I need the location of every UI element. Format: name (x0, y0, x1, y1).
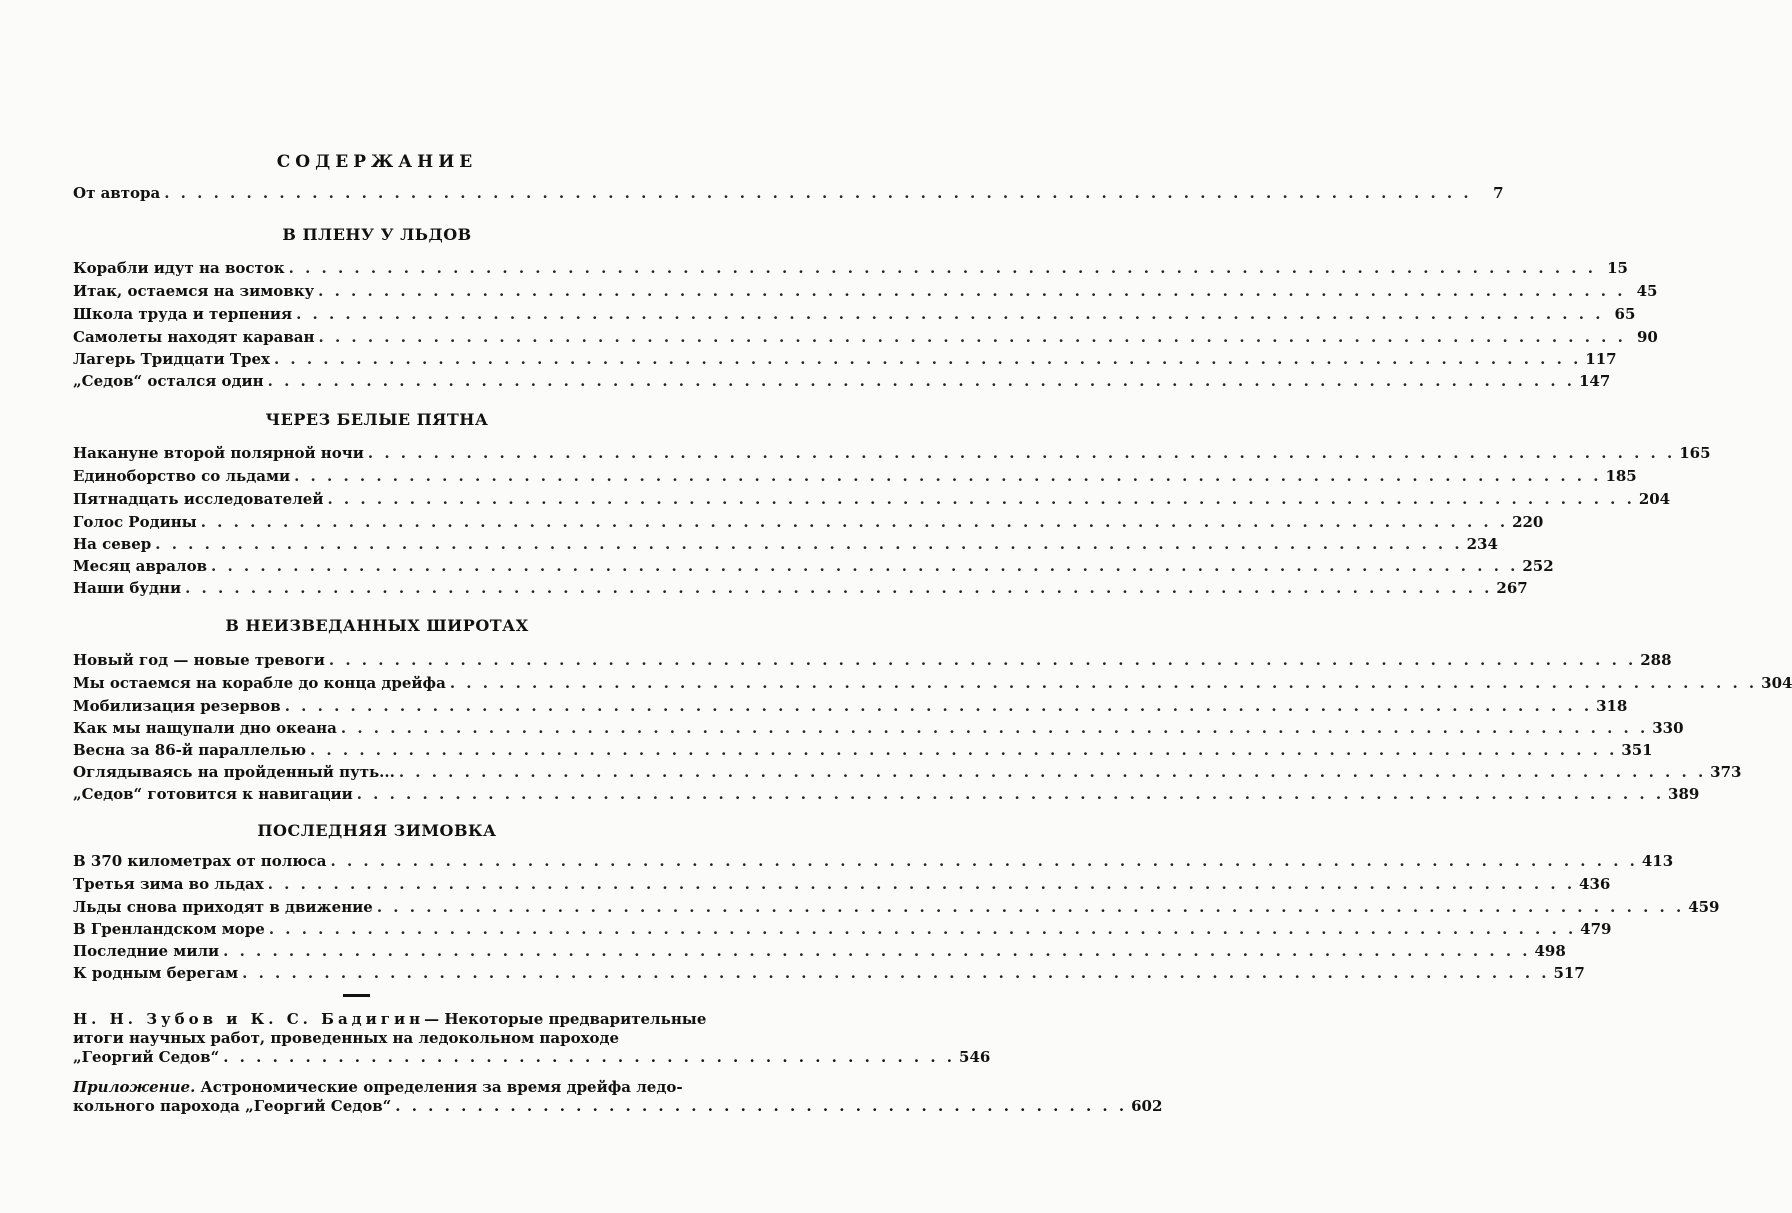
entry-title: Наши будни (73, 579, 182, 597)
section-divider (343, 994, 370, 997)
entry-page: 498 (1534, 942, 1566, 960)
entry-title: Месяц авралов (73, 557, 208, 575)
toc-entry[interactable] (73, 674, 1792, 696)
toc-entry[interactable] (73, 920, 1612, 942)
article-line-1 (73, 1010, 707, 1029)
leader-dots (268, 372, 1575, 390)
entry-page: 330 (1652, 719, 1684, 737)
appendix-line-1 (73, 1078, 683, 1097)
appendix-title-end: кольного парохода „Георгий Седов“ (73, 1097, 392, 1115)
entry-page: 7 (1493, 184, 1504, 202)
toc-entry-intro[interactable] (73, 184, 1504, 206)
appendix-label: Приложение. (73, 1078, 196, 1096)
entry-title: К родным берегам (73, 964, 239, 982)
leader-dots (296, 305, 1603, 323)
toc-entry[interactable] (73, 719, 1684, 741)
article-authors: Н. Н. Зубов и К. С. Бадигин (73, 1010, 425, 1028)
toc-entry[interactable] (73, 282, 1658, 304)
article-line-2: итоги научных работ, проведенных на ледокольном пароходе (73, 1029, 620, 1047)
entry-page: 389 (1668, 785, 1700, 803)
entry-title: Школа труда и терпения (73, 305, 293, 323)
entry-title: Льды снова приходят в движение (73, 898, 373, 916)
appendix-title-start: Астрономические определения за время дрейфа ледо- (200, 1078, 683, 1096)
leader-dots (285, 697, 1592, 715)
leader-dots (268, 875, 1575, 893)
entry-title: Новый год — новые тревоги (73, 651, 325, 669)
entry-page: 185 (1605, 467, 1637, 485)
leader-dots (331, 852, 1638, 870)
section-heading: В НЕИЗВЕДАННЫХ ШИРОТАХ (225, 616, 529, 635)
entry-title: Пятнадцать исследователей (73, 490, 324, 508)
leader-dots: . . . . . . . . . . . . . . . . . . . . . . . . . . . . . . . . . . . . . . . . . . . . . (395, 1097, 1128, 1115)
article-title-end: „Георгий Седов“ (73, 1048, 220, 1066)
article-title-start: — Некоторые предварительные (424, 1010, 707, 1028)
entry-page: 413 (1641, 852, 1674, 870)
entry-page: 373 (1710, 763, 1742, 781)
article-line-3 (73, 1048, 991, 1067)
toc-entry[interactable] (73, 535, 1498, 557)
entry-title: Голос Родины (73, 513, 197, 531)
entry-page: 65 (1614, 305, 1636, 323)
leader-dots (310, 741, 1617, 759)
leader-dots (274, 350, 1581, 368)
entry-title: В Гренландском море (73, 920, 265, 938)
entry-title: От автора (73, 184, 161, 202)
section-heading: ПОСЛЕДНЯЯ ЗИМОВКА (257, 821, 497, 840)
entry-title: Весна за 86-й параллелью (73, 741, 306, 759)
leader-dots (155, 535, 1462, 553)
leader-dots (450, 674, 1757, 692)
entry-page: 147 (1579, 372, 1611, 390)
entry-page: 117 (1585, 350, 1617, 368)
leader-dots (223, 942, 1530, 960)
entry-page: 351 (1621, 741, 1653, 759)
toc-entry[interactable] (73, 444, 1711, 466)
entry-title: Самолеты находят караван (73, 328, 315, 346)
toc-entry[interactable] (73, 875, 1611, 897)
section-heading: В ПЛЕНУ У ЛЬДОВ (282, 225, 472, 244)
entry-title: Как мы нащупали дно океана (73, 719, 337, 737)
toc-entry[interactable] (73, 557, 1554, 579)
entry-page: 267 (1496, 579, 1528, 597)
appendix-line-2 (73, 1097, 1163, 1116)
entry-page: 45 (1636, 282, 1658, 300)
entry-page: 234 (1466, 535, 1498, 553)
leader-dots (318, 282, 1625, 300)
leader-dots (357, 785, 1664, 803)
leader-dots (242, 964, 1549, 982)
entry-title: Накануне второй полярной ночи (73, 444, 364, 462)
toc-entry[interactable] (73, 328, 1658, 350)
entry-title: В 370 километрах от полюса (73, 852, 327, 870)
entry-page: 479 (1580, 920, 1612, 938)
toc-entry[interactable] (73, 490, 1671, 512)
leader-dots (269, 920, 1576, 938)
toc-entry[interactable] (73, 467, 1637, 489)
entry-page: 204 (1638, 490, 1671, 508)
entry-page: 304 (1761, 674, 1792, 692)
entry-title: Мобилизация резервов (73, 697, 281, 715)
toc-entry[interactable] (73, 579, 1528, 601)
entry-title: „Седов“ готовится к навигации (73, 785, 353, 803)
leader-dots (377, 898, 1684, 916)
entry-page: 517 (1553, 964, 1585, 982)
toc-entry[interactable] (73, 372, 1611, 394)
toc-entry[interactable] (73, 305, 1636, 327)
toc-entry[interactable] (73, 651, 1672, 673)
leader-dots (341, 719, 1648, 737)
entry-title: Единоборство со льдами (73, 467, 291, 485)
toc-entry[interactable] (73, 964, 1585, 986)
toc-entry[interactable] (73, 763, 1742, 785)
leader-dots (211, 557, 1518, 575)
entry-page: 288 (1640, 651, 1672, 669)
entry-title: Последние мили (73, 942, 220, 960)
leader-dots (329, 651, 1636, 669)
entry-page: 90 (1636, 328, 1658, 346)
toc-entry[interactable] (73, 350, 1617, 372)
leader-dots (294, 467, 1601, 485)
entry-title: Корабли идут на восток (73, 259, 285, 277)
toc-entry[interactable] (73, 259, 1628, 281)
leader-dots (185, 579, 1492, 597)
toc-entry[interactable] (73, 852, 1674, 874)
entry-page: 252 (1522, 557, 1554, 575)
leader-dots (201, 513, 1508, 531)
leader-dots (319, 328, 1626, 346)
toc-entry[interactable] (73, 785, 1700, 807)
entry-title: Оглядываясь на пройденный путь... (73, 763, 395, 781)
entry-page: 15 (1607, 259, 1628, 277)
leader-dots (164, 184, 1471, 202)
toc-entry[interactable] (73, 942, 1566, 964)
entry-page: 546 (959, 1048, 991, 1066)
page-title: СОДЕРЖАНИЕ (276, 152, 478, 172)
toc-entry-article[interactable] (73, 1010, 991, 1067)
entry-page: 318 (1596, 697, 1628, 715)
entry-page: 436 (1579, 875, 1611, 893)
toc-entry[interactable] (73, 741, 1653, 763)
toc-entry[interactable] (73, 697, 1628, 719)
entry-title: Мы остаемся на корабле до конца дрейфа (73, 674, 446, 692)
entry-page: 459 (1688, 898, 1720, 916)
leader-dots: . . . . . . . . . . . . . . . . . . . . . . . . . . . . . . . . . . . . . . . . . . . . . (223, 1048, 956, 1066)
entry-page: 220 (1512, 513, 1544, 531)
entry-title: Итак, остаемся на зимовку (73, 282, 315, 300)
entry-page: 602 (1131, 1097, 1163, 1115)
entry-title: „Седов“ остался один (73, 372, 264, 390)
entry-title: Третья зима во льдах (73, 875, 264, 893)
toc-entry[interactable] (73, 898, 1720, 920)
section-heading: ЧЕРЕЗ БЕЛЫЕ ПЯТНА (265, 410, 489, 429)
entry-page: 165 (1679, 444, 1711, 462)
entry-title: Лагерь Тридцати Трех (73, 350, 270, 368)
leader-dots (327, 490, 1634, 508)
entry-title: На север (73, 535, 152, 553)
leader-dots (399, 763, 1706, 781)
leader-dots (289, 259, 1596, 277)
toc-entry[interactable] (73, 513, 1544, 535)
leader-dots (368, 444, 1675, 462)
toc-entry-appendix[interactable] (73, 1078, 1163, 1116)
